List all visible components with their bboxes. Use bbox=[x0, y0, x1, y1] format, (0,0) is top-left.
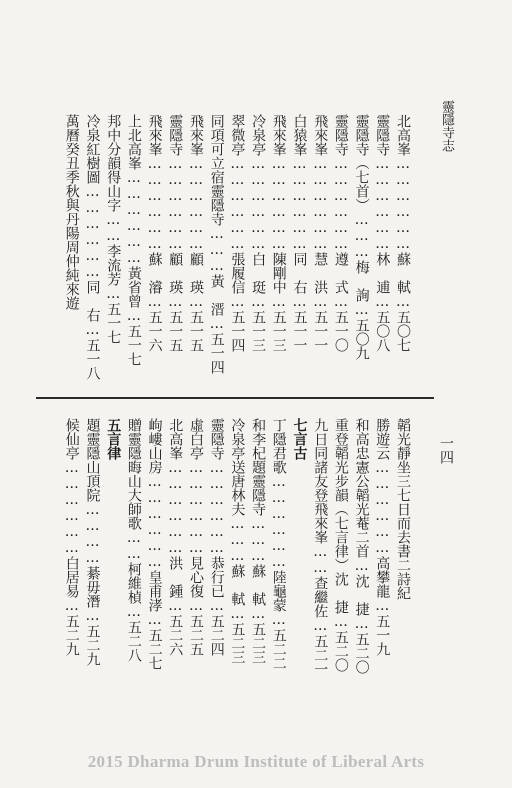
bottom-entry-1: 韜光靜坐三七日而去書二詩紀 bbox=[395, 418, 411, 600]
bottom-entry-2: 勝遊云………………高攀龍…五一九 bbox=[374, 418, 391, 656]
top-entry-5: 飛來峯………………慧 洪…五一一 bbox=[312, 114, 329, 352]
top-entry-13: 飛來峯………………蘇 濬…五一六 bbox=[146, 114, 163, 352]
watermark: 2015 Dharma Drum Institute of Liberal Arts bbox=[87, 752, 425, 771]
bottom-entry-10: 靈隱寺………………恭行已…五二四 bbox=[208, 418, 225, 656]
bottom-entry-6: 七言古 bbox=[291, 418, 308, 460]
running-title: 靈隱寺志 bbox=[439, 100, 454, 152]
top-entry-14: 上北高峯………………黃省曾…五一七 bbox=[125, 114, 142, 366]
top-entry-8: 冷泉亭………………白 珽…五一三 bbox=[250, 114, 267, 352]
top-entry-3: 靈隱寺（七首）………梅 詢…五〇九 bbox=[353, 114, 370, 360]
top-entry-2: 靈隱寺………………林 逋…五〇八 bbox=[374, 114, 391, 352]
bottom-entry-8: 和李杞題靈隱寺………蘇 軾…五二三 bbox=[250, 418, 267, 664]
bottom-entry-14: 贈靈隱晦山大師歌……柯維楨…五二八 bbox=[125, 418, 142, 662]
top-entry-7: 飛來峯………………陳剛中…五一三 bbox=[270, 114, 287, 352]
bottom-entry-16: 題靈隱山頂院…………綦毋潛…五二九 bbox=[84, 418, 101, 666]
top-entry-6: 白猿峯………………同 右…五一一 bbox=[291, 114, 308, 352]
bottom-entry-12: 北高峯………………洪 鍾…五二六 bbox=[167, 418, 184, 656]
bottom-entry-5: 九日同諸友登飛來峯……查繼佐…五二一 bbox=[312, 418, 329, 676]
bottom-entry-17: 候仙亭………………白居易…五二九 bbox=[63, 418, 80, 656]
bottom-entry-3: 和高忠憲公韜光菴二首…沈 捷…五二〇 bbox=[353, 418, 370, 674]
section-divider-rule bbox=[36, 397, 434, 399]
bottom-entry-11: 虛白亭………………見心復…五二五 bbox=[188, 418, 204, 656]
bottom-entry-15: 五言律 bbox=[105, 418, 122, 460]
bottom-entry-7: 丁隱君歌………………陸龜蒙…五二二 bbox=[270, 418, 287, 670]
top-entry-17: 萬曆癸丑季秋與丹陽周仲純來遊 bbox=[63, 114, 80, 310]
bottom-entry-4: 重登韜光步韻（七言律）沈 捷…五二〇 bbox=[332, 418, 349, 672]
top-entry-9: 翠微亭………………張履信…五一四 bbox=[229, 114, 246, 352]
top-entry-11: 飛來峯………………顧 瑛…五一五 bbox=[188, 114, 204, 352]
top-entry-4: 靈隱寺………………遵 式…五一〇 bbox=[332, 114, 349, 352]
top-entry-15: 邦中分韻得山字……李流芳…五一七 bbox=[105, 114, 122, 344]
bottom-entry-13: 岣嶁山房………………皇甫涍…五二七 bbox=[146, 418, 163, 670]
top-entry-16: 冷泉紅樹圖………………同 右…五一八 bbox=[84, 114, 101, 380]
top-entry-12: 靈隱寺………………顧 瑛…五一五 bbox=[167, 114, 184, 352]
top-entry-10: 同項可立宿靈隱寺………黃 溍…五一四 bbox=[208, 114, 225, 374]
folio: 一四 bbox=[438, 436, 454, 464]
bottom-entry-9: 冷泉亭送唐林夫………蘇 軾…五二三 bbox=[229, 418, 246, 664]
top-entry-1: 北高峯………………蘇 軾…五〇七 bbox=[395, 114, 411, 352]
